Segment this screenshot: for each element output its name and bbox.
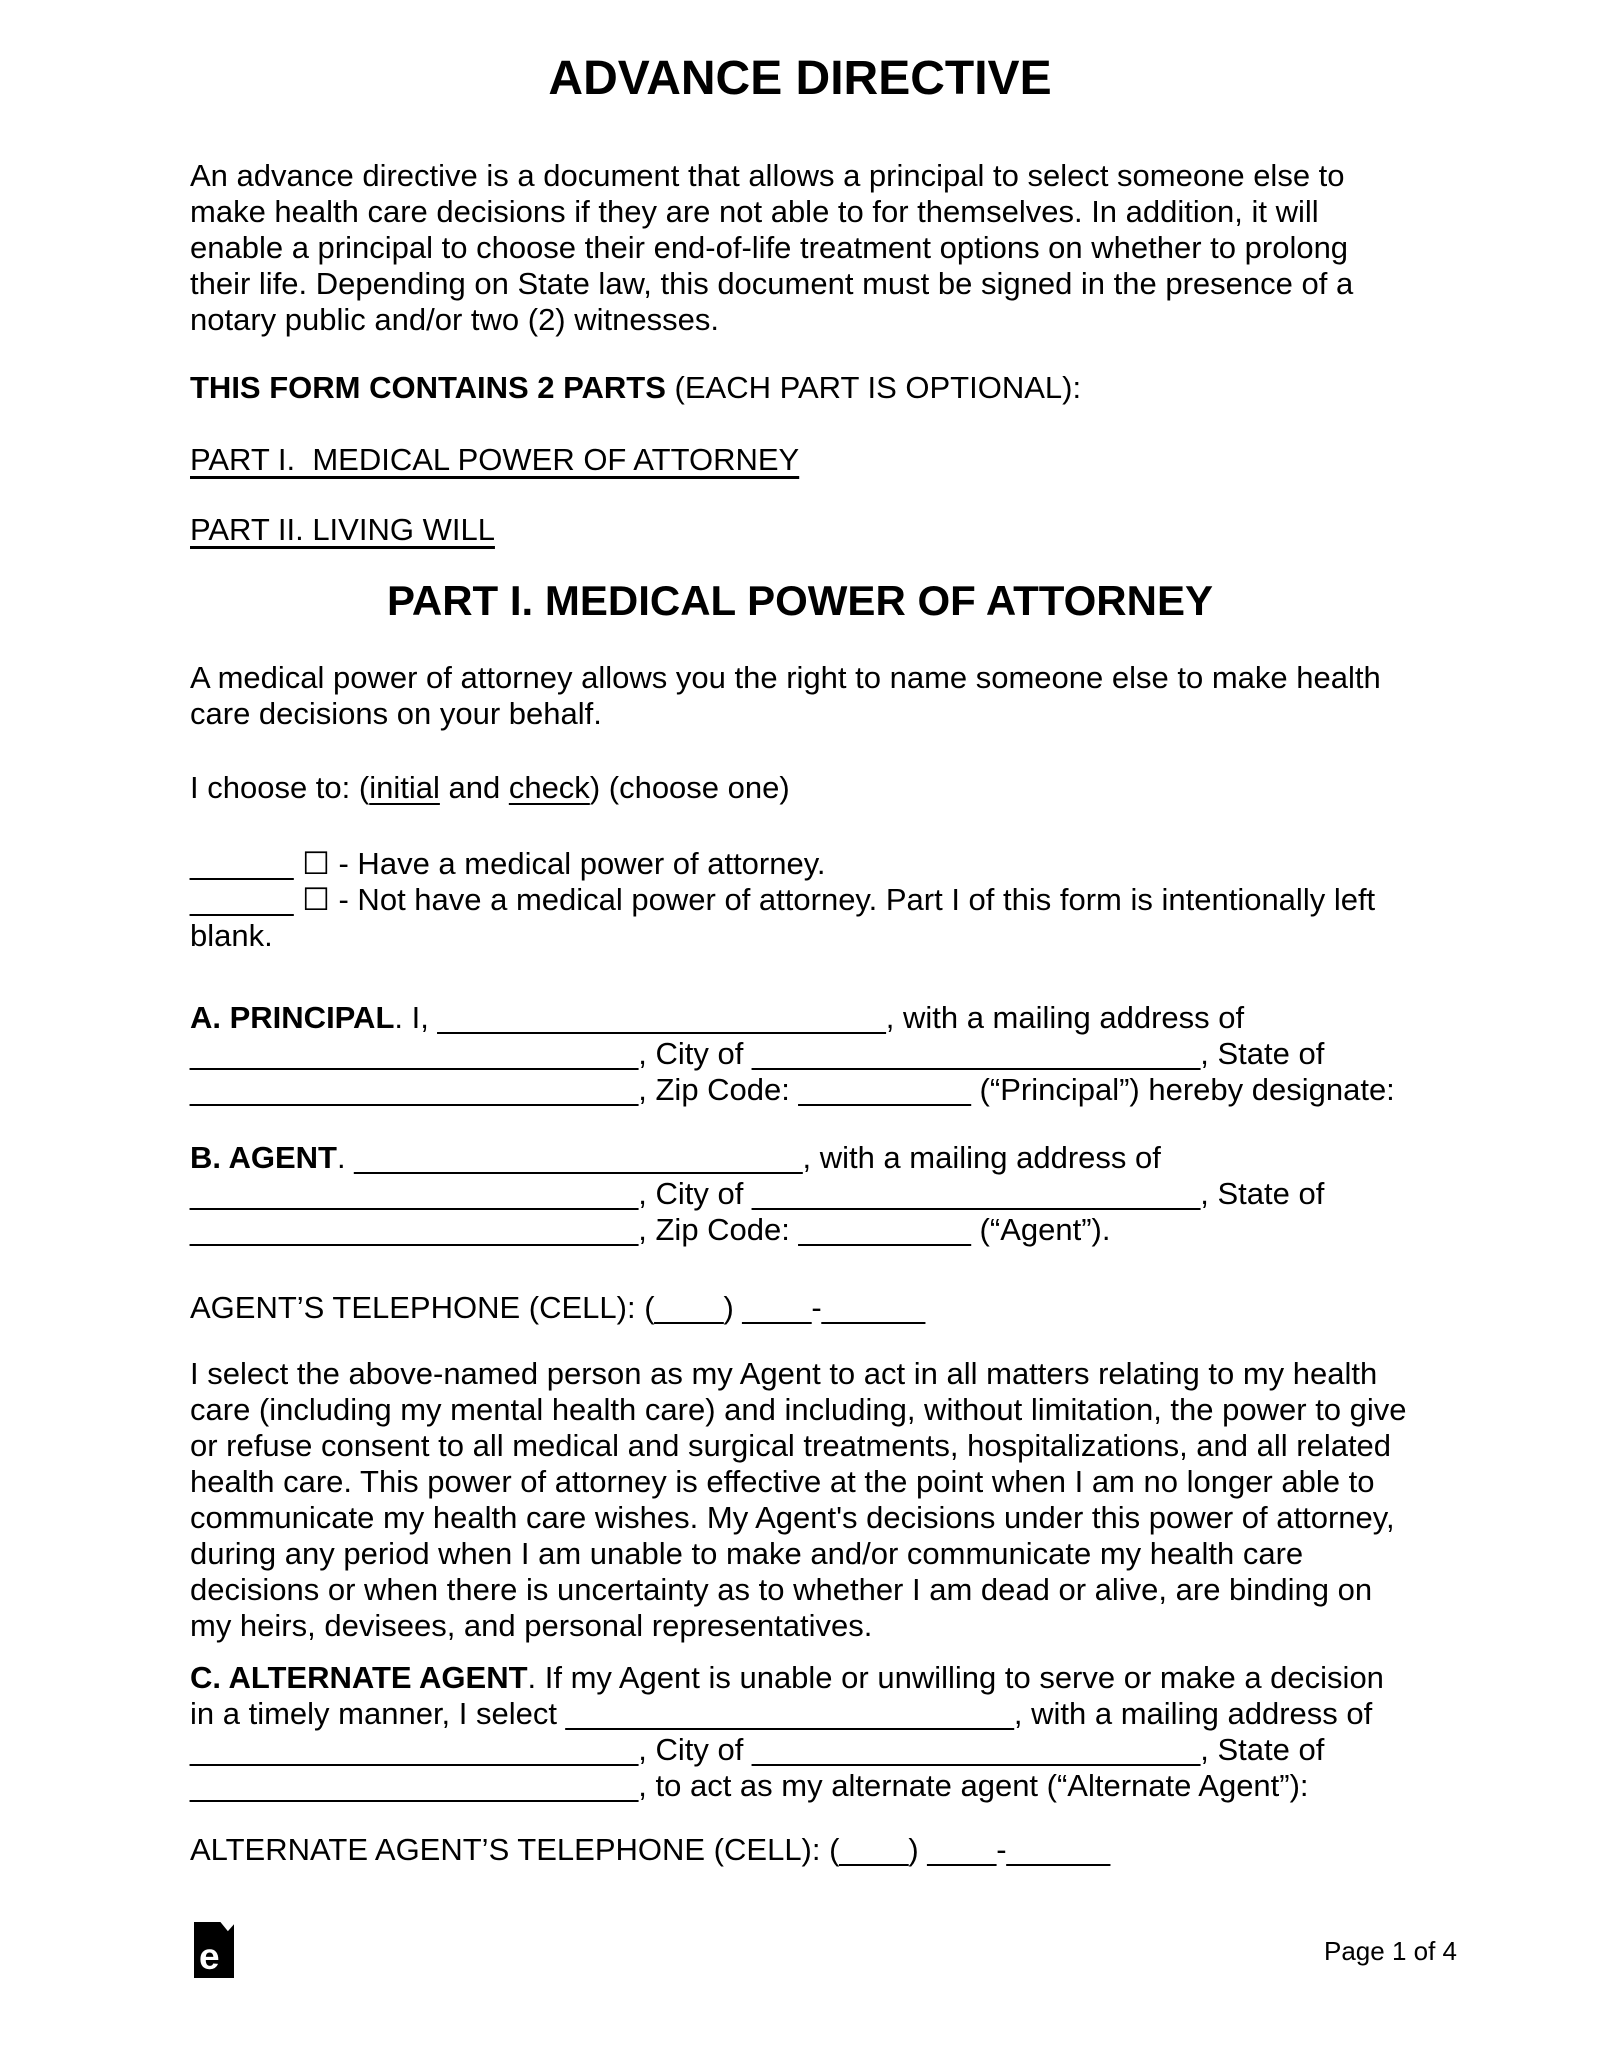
agent-text-2: , with a mailing address of [802, 1140, 1161, 1175]
alternate-agent-phone-line: ALTERNATE AGENT’S TELEPHONE (CELL): (____) ____-______ [190, 1832, 1111, 1867]
agent-phone-line: AGENT’S TELEPHONE (CELL): (____) ____-______ [190, 1290, 926, 1325]
choose-text-2: and [439, 770, 509, 805]
alternate-agent-section [190, 1660, 1410, 1804]
alternate-text-5: , to act as my alternate agent (“Alternate Agent”): [638, 1768, 1309, 1803]
mpoa-description: A medical power of attorney allows you the right to name someone else to make health care decisions on your behalf. [190, 660, 1381, 731]
choose-check-underlined: check [508, 770, 590, 805]
option2-initials-blank: ______ [190, 882, 294, 917]
agent-text-5: , Zip Code: [638, 1212, 799, 1247]
principal-state-blank: __________________________ [190, 1072, 639, 1107]
eforms-logo-letter: e [199, 1936, 220, 1977]
choose-initial-underlined: initial [369, 770, 440, 805]
alternate-agent-label: C. ALTERNATE AGENT [190, 1660, 528, 1695]
agent-state-blank: __________________________ [190, 1212, 639, 1247]
agent-section [190, 1140, 1410, 1248]
agent-powers-paragraph: I select the above-named person as my Agent to act in all matters relating to my health care (including my mental health care) and including, without limitation, the power to give or refuse consent to all medical and surgical treatments, hospitalizations, and all related health care. This power of attorney is effective at the point when I am no longer able to communicate my health care wishes. My Agent's decisions under this power of attorney, during any period when I am unable to make and/or communicate my health care decisions or when there is uncertainty as to whether I am dead or alive, are binding on my heirs, devisees, and personal representatives. [190, 1356, 1407, 1643]
form-contains-line [190, 370, 1410, 406]
agent-text-6: (“Agent”). [970, 1212, 1111, 1247]
option2-label: - Not have a medical power of attorney. Part I of this form is intentionally left blank. [190, 882, 1376, 953]
option1-label: - Have a medical power of attorney. [338, 846, 826, 881]
toc-part2-link[interactable]: PART II. LIVING WILL [190, 512, 495, 547]
principal-text-4: , State of [1200, 1036, 1325, 1071]
alternate-address-blank: __________________________ [190, 1732, 639, 1767]
agent-text-1: . [336, 1140, 355, 1175]
alternate-text-4: , State of [1200, 1732, 1325, 1767]
principal-address-blank: __________________________ [190, 1036, 639, 1071]
choose-text-3: ) (choose one) [589, 770, 790, 805]
choose-line [190, 770, 1410, 806]
option1-checkbox[interactable]: ☐ [302, 846, 330, 881]
part1-heading: PART I. MEDICAL POWER OF ATTORNEY [386, 577, 1213, 624]
principal-zip-blank: __________ [798, 1072, 971, 1107]
page-number: Page 1 of 4 [1324, 1936, 1457, 1966]
principal-city-blank: __________________________ [751, 1036, 1201, 1071]
principal-section [190, 1000, 1410, 1108]
choose-text-1: I choose to: ( [190, 770, 370, 805]
agent-zip-blank: __________ [798, 1212, 971, 1247]
mpoa-options [190, 846, 1410, 954]
form-contains-bold: THIS FORM CONTAINS 2 PARTS [190, 370, 666, 405]
agent-address-blank: __________________________ [190, 1176, 639, 1211]
principal-name-blank: __________________________ [437, 1000, 886, 1035]
alternate-state-blank: __________________________ [190, 1768, 639, 1803]
document-title: ADVANCE DIRECTIVE [548, 52, 1052, 105]
option2-checkbox[interactable]: ☐ [302, 882, 330, 917]
agent-name-blank: __________________________ [354, 1140, 803, 1175]
alternate-name-blank: __________________________ [565, 1696, 1014, 1731]
alternate-city-blank: __________________________ [751, 1732, 1201, 1767]
agent-text-4: , State of [1200, 1176, 1325, 1211]
principal-text-2: , with a mailing address of [885, 1000, 1245, 1035]
option1-initials-blank: ______ [190, 846, 294, 881]
principal-text-1: . I, [394, 1000, 438, 1035]
alternate-text-1: . If my Agent is unable or unwilling to serve or make a decision in a timely manner, I select [190, 1660, 1384, 1731]
alternate-text-2: , with a mailing address of [1013, 1696, 1373, 1731]
toc-part1-link[interactable]: PART I. MEDICAL POWER OF ATTORNEY [190, 442, 800, 477]
agent-city-blank: __________________________ [751, 1176, 1201, 1211]
eforms-logo [194, 1922, 234, 1978]
intro-paragraph: An advance directive is a document that allows a principal to select someone else to make health care decisions if they are not able to for themselves. In addition, it will enable a principal to choose their end-of-life treatment options on whether to prolong their life. Depending on State law, this document must be signed in the presence of a notary public and/or two (2) witnesses. [190, 158, 1354, 337]
principal-text-6: (“Principal”) hereby designate: [970, 1072, 1395, 1107]
alternate-text-3: , City of [638, 1732, 752, 1767]
principal-text-5: , Zip Code: [638, 1072, 799, 1107]
principal-label: A. PRINCIPAL [190, 1000, 395, 1035]
agent-text-3: , City of [638, 1176, 752, 1211]
toc-part2-line [190, 512, 1410, 548]
principal-text-3: , City of [638, 1036, 752, 1071]
toc-part1-line [190, 442, 1410, 478]
agent-label: B. AGENT [190, 1140, 337, 1175]
form-contains-rest: (EACH PART IS OPTIONAL): [665, 370, 1082, 405]
